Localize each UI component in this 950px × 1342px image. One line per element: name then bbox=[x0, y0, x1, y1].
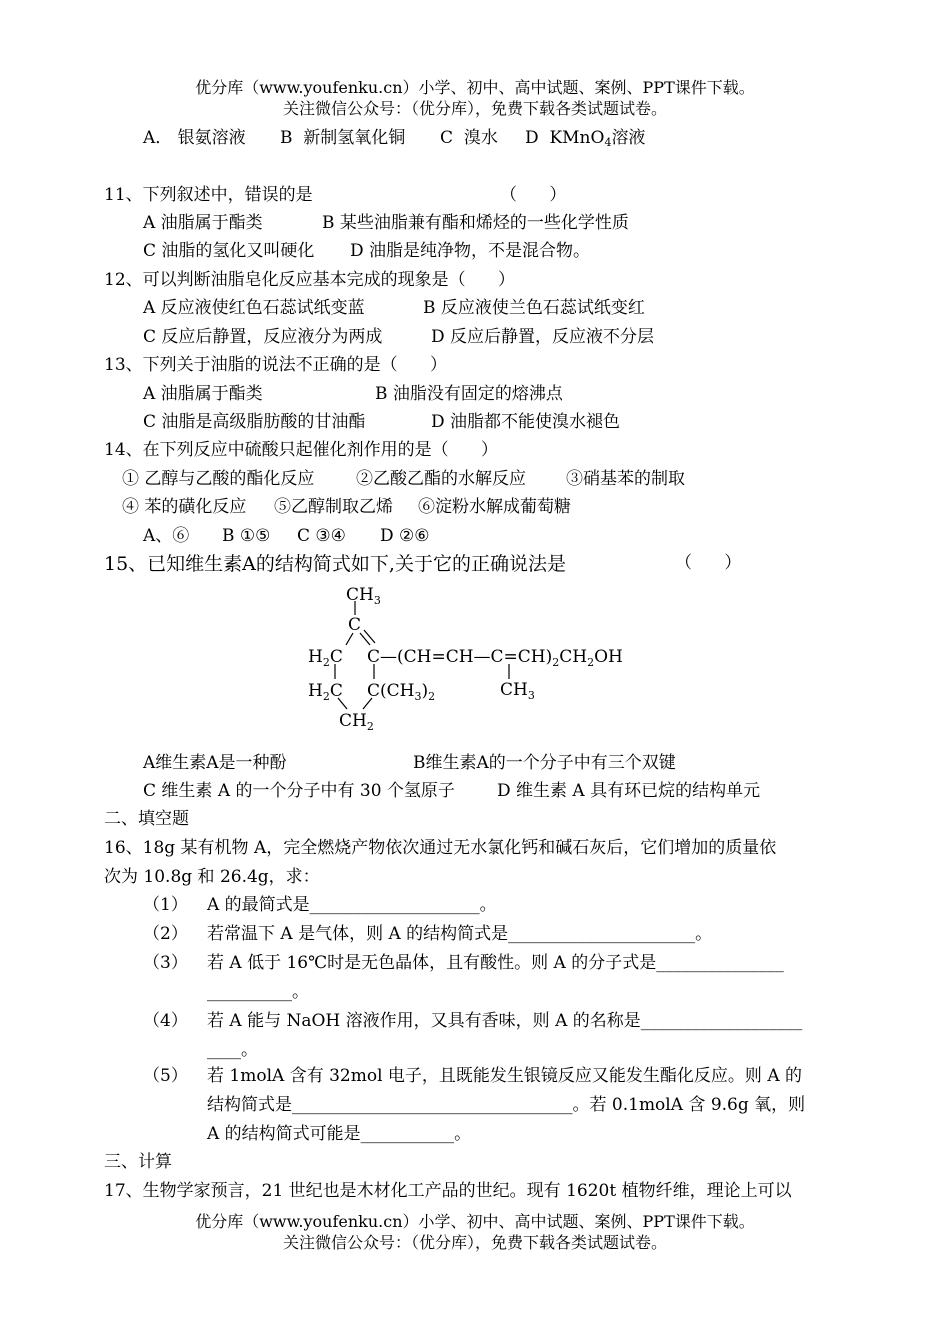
struct-h2c-upper: $H_2C$ bbox=[308, 647, 343, 669]
struct-top-ch3: $CH_3$ bbox=[346, 585, 381, 607]
q13-option-a: A 油脂属于酯类 bbox=[143, 384, 263, 404]
q12-option-b: B 反应液使兰色石蕊试纸变红 bbox=[423, 298, 645, 318]
q10-d-sub: 4 bbox=[604, 136, 612, 149]
q11-option-c: C 油脂的氢化又叫硬化 bbox=[143, 241, 315, 261]
q16-part-2: 若常温下 A 是气体，则 A 的结构简式是______________________。 bbox=[207, 924, 713, 944]
q12-option-a: A 反应液使红色石蕊试纸变蓝 bbox=[143, 298, 365, 318]
vitamin-a-structure bbox=[290, 578, 670, 748]
q10-option-c: C 溴水 bbox=[440, 128, 498, 148]
q11-stem: 11、下列叙述中，错误的是 bbox=[104, 185, 313, 205]
struct-top-c: C bbox=[348, 615, 362, 635]
q14-stem: 14、在下列反应中硫酸只起催化剂作用的是（ ） bbox=[104, 440, 499, 460]
q16-part-5-line-1: 若 1molA 含有 32mol 电子，且既能发生银镜反应又能发生酯化反应。则 A 的 bbox=[207, 1066, 803, 1086]
q13-option-c: C 油脂是高级脂肪酸的甘油酯 bbox=[143, 412, 366, 432]
q16-part-3-line-1: 若 A 低于 16℃时是无色晶体，且有酸性。则 A 的分子式是_______________ bbox=[207, 953, 784, 973]
q15-option-d: D 维生素 A 具有环已烷的结构单元 bbox=[497, 781, 761, 801]
struct-c-dimethyl: $C(CH_3)_2$ bbox=[367, 681, 436, 703]
q16-part-5-line-2: 结构简式是_________________________________。若 0.1molA 含 9.6g 氧，则 bbox=[207, 1095, 806, 1115]
q17-stem: 17、生物学家预言，21 世纪也是木材化工产品的世纪。现有 1620t 植物纤维，理论上可以 bbox=[104, 1181, 792, 1201]
q15-option-a: A维生素A是一种酚 bbox=[143, 753, 287, 773]
q10-option-d bbox=[525, 130, 645, 147]
q10-option-a: A． 银氨溶液 bbox=[143, 128, 246, 148]
q14-item-1: ① 乙醇与乙酸的酯化反应 bbox=[122, 469, 315, 489]
q16-part-3-number: （3） bbox=[143, 953, 188, 973]
q16-part-5-number: （5） bbox=[143, 1066, 188, 1086]
q13-option-b: B 油脂没有固定的熔沸点 bbox=[375, 384, 563, 404]
q15-stem: 15、已知维生素A的结构简式如下,关于它的正确说法是 bbox=[104, 553, 566, 575]
struct-bottom-ch2: $CH_2$ bbox=[339, 711, 374, 733]
q16-part-5-line-3: A 的结构简式可能是___________。 bbox=[207, 1124, 472, 1144]
struct-h2c-lower: $H_2C$ bbox=[308, 681, 343, 703]
q15-answer-paren: （ ） bbox=[675, 553, 742, 573]
q11-option-b: B 某些油脂兼有酯和烯烃的一些化学性质 bbox=[322, 213, 629, 233]
q12-option-c: C 反应后静置，反应液分为两成 bbox=[143, 327, 383, 347]
q14-option-c: C ③④ bbox=[297, 526, 346, 546]
footer-line-2: 关注微信公众号：（优分库），免费下载各类试题试卷。 bbox=[282, 1233, 667, 1252]
q16-stem-line-2: 次为 10.8g 和 26.4g，求： bbox=[104, 867, 320, 887]
header-line-2: 关注微信公众号：（优分库），免费下载各类试题试卷。 bbox=[282, 99, 667, 118]
q16-part-4-number: （4） bbox=[143, 1011, 188, 1031]
q14-option-a: A、⑥ bbox=[143, 526, 190, 546]
q13-option-d: D 油脂都不能使溴水褪色 bbox=[431, 412, 621, 432]
q13-stem: 13、下列关于油脂的说法不正确的是（ ） bbox=[104, 355, 448, 375]
q16-part-3-line-2: __________。 bbox=[207, 982, 309, 1002]
q16-part-2-number: （2） bbox=[143, 924, 188, 944]
q14-item-4: ④ 苯的磺化反应 bbox=[122, 497, 247, 517]
q11-option-d: D 油脂是纯净物，不是混合物。 bbox=[350, 241, 591, 261]
q10-option-b: B 新制氢氧化铜 bbox=[280, 128, 406, 148]
struct-main-chain: $C—(CH=CH—C=CH)_2CH_2OH$ bbox=[367, 647, 623, 669]
q12-stem: 12、可以判断油脂皂化反应基本完成的现象是（ ） bbox=[104, 270, 516, 290]
section-calculation-title: 三、计算 bbox=[104, 1152, 172, 1172]
section-fill-in-title: 二、填空题 bbox=[104, 809, 189, 829]
q16-part-4-line-2: ____。 bbox=[207, 1040, 258, 1060]
q11-answer-paren: （ ） bbox=[500, 185, 567, 205]
q14-option-d: D ②⑥ bbox=[380, 526, 430, 546]
q16-part-1-number: （1） bbox=[143, 895, 188, 915]
q14-item-5: ⑤乙醇制取乙烯 bbox=[274, 497, 393, 517]
q15-option-b: B维生素A的一个分子中有三个双键 bbox=[413, 753, 676, 773]
q11-option-a: A 油脂属于酯类 bbox=[143, 213, 263, 233]
q12-option-d: D 反应后静置，反应液不分层 bbox=[431, 327, 655, 347]
q10-d-suffix: 溶液 bbox=[611, 128, 646, 148]
q14-item-3: ③硝基苯的制取 bbox=[566, 469, 685, 489]
q14-item-2: ②乙酸乙酯的水解反应 bbox=[356, 469, 526, 489]
q14-item-6: ⑥淀粉水解成葡萄糖 bbox=[418, 497, 571, 517]
q10-d-prefix: D KMnO bbox=[525, 128, 605, 148]
struct-side-ch3: $CH_3$ bbox=[500, 680, 535, 702]
q16-stem-line-1: 16、18g 某有机物 A，完全燃烧产物依次通过无水氯化钙和碱石灰后，它们增加的质量依 bbox=[104, 838, 777, 858]
header-line-1: 优分库（www.youfenku.cn）小学、初中、高中试题、案例、PPT课件下载。 bbox=[195, 78, 755, 97]
q15-option-c: C 维生素 A 的一个分子中有 30 个氢原子 bbox=[143, 781, 455, 801]
q16-part-4-line-1: 若 A 能与 NaOH 溶液作用，又具有香味，则 A 的名称是___________________ bbox=[207, 1011, 803, 1031]
q14-option-b: B ①⑤ bbox=[222, 526, 271, 546]
q16-part-1: A 的最简式是____________________。 bbox=[207, 895, 497, 915]
footer-line-1: 优分库（www.youfenku.cn）小学、初中、高中试题、案例、PPT课件下载。 bbox=[195, 1212, 755, 1231]
